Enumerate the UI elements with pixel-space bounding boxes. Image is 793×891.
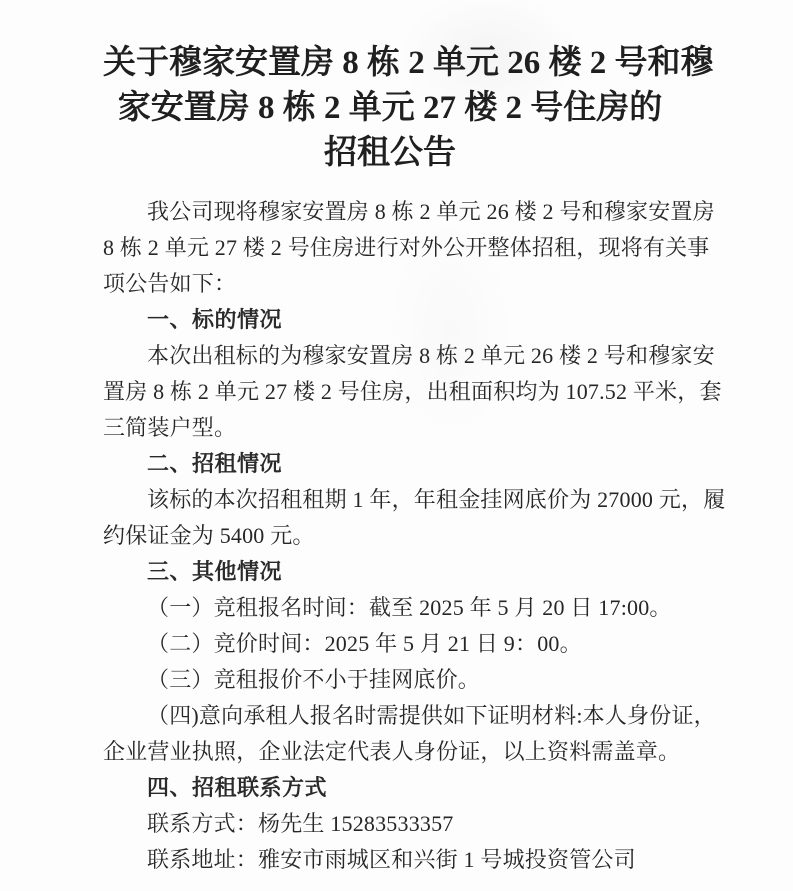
text-line: （四)意向承租人报名时需提供如下证明材料:本人身份证， — [147, 703, 716, 728]
text-line: 8 栋 2 单元 27 楼 2 号住房进行对外公开整体招租，现将有关事 — [103, 235, 710, 260]
text-line: （三）竞租报价不小于挂网底价。 — [147, 667, 481, 692]
heading-line: 二、招租情况 — [147, 451, 283, 476]
text-line: 联系地址：雅安市雨城区和兴街 1 号城投资管公司 — [147, 847, 636, 872]
text-line: 本次出租标的为穆家安置房 8 栋 2 单元 26 楼 2 号和穆家安 — [147, 343, 715, 368]
paragraph — [103, 842, 677, 878]
heading-line: 一、标的情况 — [147, 307, 283, 332]
text-line: 我公司现将穆家安置房 8 栋 2 单元 26 楼 2 号和穆家安置房 — [147, 199, 715, 224]
paragraph — [103, 590, 677, 626]
section-heading — [103, 446, 677, 482]
text-line: 联系方式：杨先生 15283533357 — [147, 811, 454, 836]
section-heading — [103, 302, 677, 338]
text-line: （二）竞价时间：2025 年 5 月 21 日 9：00。 — [147, 631, 582, 656]
paragraph — [103, 194, 715, 302]
paragraph — [103, 662, 677, 698]
paragraph — [103, 482, 726, 554]
heading-line: 三、其他情况 — [147, 559, 283, 584]
text-line: 项公告如下： — [103, 271, 237, 296]
heading-line: 四、招租联系方式 — [147, 775, 328, 800]
paragraph — [103, 806, 677, 842]
title-line: 家安置房 8 栋 2 单元 27 楼 2 号住房的 — [117, 90, 663, 126]
section-heading — [103, 554, 677, 590]
text-line: （一）竞租报名时间：截至 2025 年 5 月 20 日 17:00。 — [147, 595, 672, 620]
text-line: 该标的本次招租租期 1 年，年租金挂网底价为 27000 元，履 — [147, 487, 726, 512]
title-line: 招租公告 — [324, 135, 456, 171]
paragraph — [103, 338, 722, 446]
paragraph — [103, 698, 716, 770]
paragraph — [103, 626, 677, 662]
text-line: 约保证金为 5400 元。 — [103, 523, 315, 548]
text-line: 企业营业执照，企业法定代表人身份证，以上资料需盖章。 — [103, 739, 681, 764]
document-title — [103, 41, 714, 176]
document-body — [103, 194, 726, 878]
text-line: 置房 8 栋 2 单元 27 楼 2 号住房，出租面积均为 107.52 平米，套 — [103, 379, 722, 404]
text-line: 三简装户型。 — [103, 415, 237, 440]
title-line: 关于穆家安置房 8 栋 2 单元 26 楼 2 号和穆 — [103, 45, 714, 81]
section-heading — [103, 770, 677, 806]
